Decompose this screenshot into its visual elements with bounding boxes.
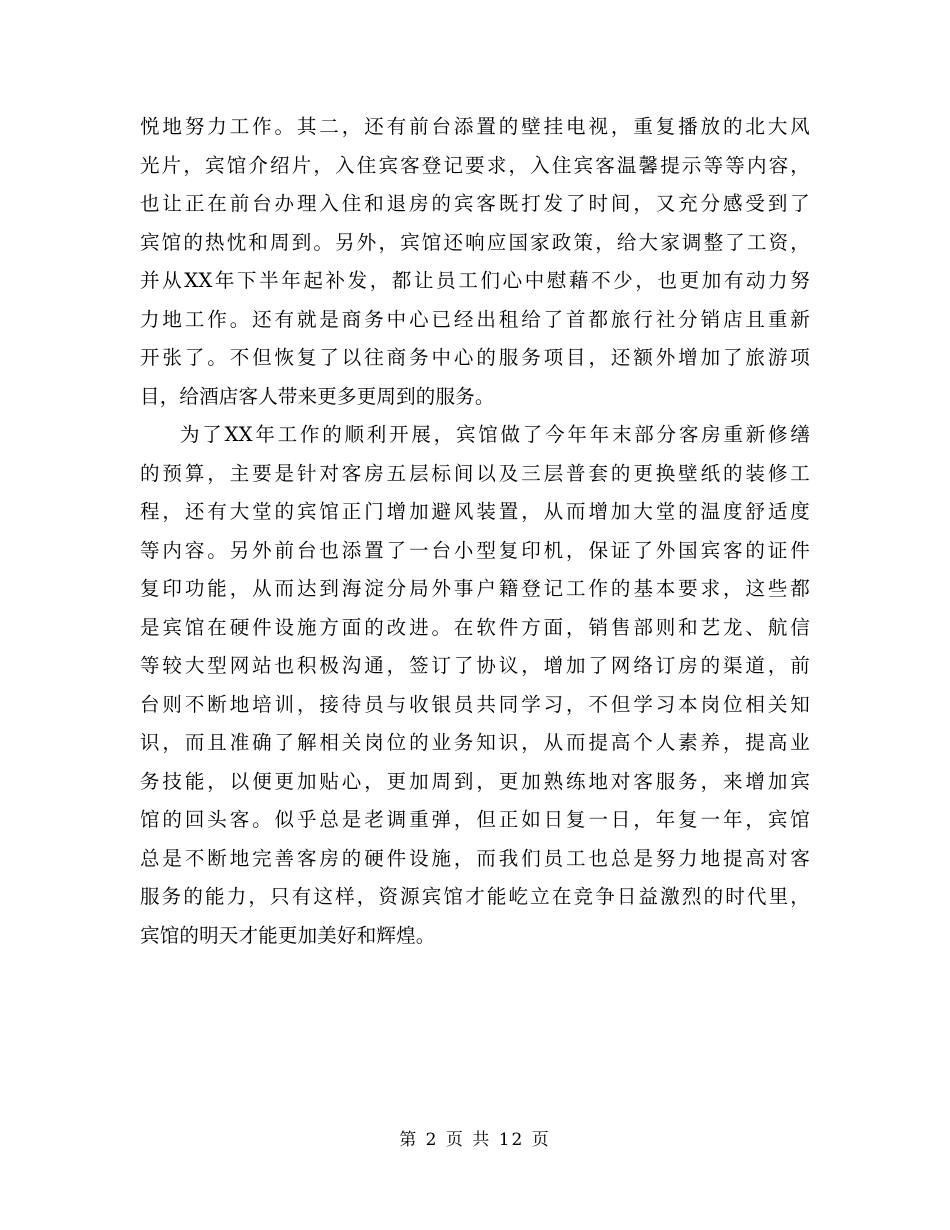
text-line: 是宾馆在硬件设施方面的改进。在软件方面，销售部则和艺龙、航信 xyxy=(140,615,810,639)
text-line: 为了XX年工作的顺利开展，宾馆做了今年年末部分客房重新修缮 xyxy=(180,423,810,446)
text-line: 宾馆的热忱和周到。另外，宾馆还响应国家政策，给大家调整了工资， xyxy=(140,230,810,254)
text-line: 并从XX年下半年起补发，都让员工们心中慰藉不少，也更加有动力努 xyxy=(140,269,810,292)
body-text xyxy=(140,108,810,955)
text-line: 程，还有大堂的宾馆正门增加避风装置，从而增加大堂的温度舒适度 xyxy=(140,500,810,523)
text-line: 服务的能力，只有这样，资源宾馆才能屹立在竞争日益激烈的时代里， xyxy=(140,885,810,908)
paragraph-1 xyxy=(140,108,810,416)
text-line: 也让正在前台办理入住和退房的宾客既打发了时间，又充分感受到了 xyxy=(140,192,810,215)
text-line: 台则不断地培训，接待员与收银员共同学习，不但学习本岗位相关知 xyxy=(140,692,810,716)
text-line: 等内容。另外前台也添置了一台小型复印机，保证了外国宾客的证件 xyxy=(140,538,810,562)
text-line: 开张了。不但恢复了以往商务中心的服务项目，还额外增加了旅游项 xyxy=(140,346,810,369)
text-line: 宾馆的明天才能更加美好和辉煌。 xyxy=(140,923,436,947)
text-line: 的预算，主要是针对客房五层标间以及三层普套的更换壁纸的装修工 xyxy=(140,461,810,485)
text-line: 目，给酒店客人带来更多更周到的服务。 xyxy=(140,384,495,408)
text-line: 务技能，以便更加贴心，更加周到，更加熟练地对客服务，来增加宾 xyxy=(140,769,810,793)
text-line: 识，而且准确了解相关岗位的业务知识，从而提高个人素养，提高业 xyxy=(140,731,810,754)
text-line: 馆的回头客。似乎总是老调重弹，但正如日复一日，年复一年，宾馆 xyxy=(140,808,810,831)
paragraph-2 xyxy=(140,416,810,955)
text-line: 光片，宾馆介绍片，入住宾客登记要求，入住宾客温馨提示等等内容， xyxy=(140,153,810,177)
text-line: 复印功能，从而达到海淀分局外事户籍登记工作的基本要求，这些都 xyxy=(140,577,810,600)
text-line: 总是不断地完善客房的硬件设施，而我们员工也总是努力地提高对客 xyxy=(140,846,810,870)
text-line: 悦地努力工作。其二，还有前台添置的壁挂电视，重复播放的北大风 xyxy=(140,115,810,138)
page-number-footer: 第 2 页 共 12 页 xyxy=(399,1130,551,1150)
text-line: 等较大型网站也积极沟通，签订了协议，增加了网络订房的渠道，前 xyxy=(140,654,810,677)
text-line: 力地工作。还有就是商务中心已经出租给了首都旅行社分销店且重新 xyxy=(140,307,810,331)
